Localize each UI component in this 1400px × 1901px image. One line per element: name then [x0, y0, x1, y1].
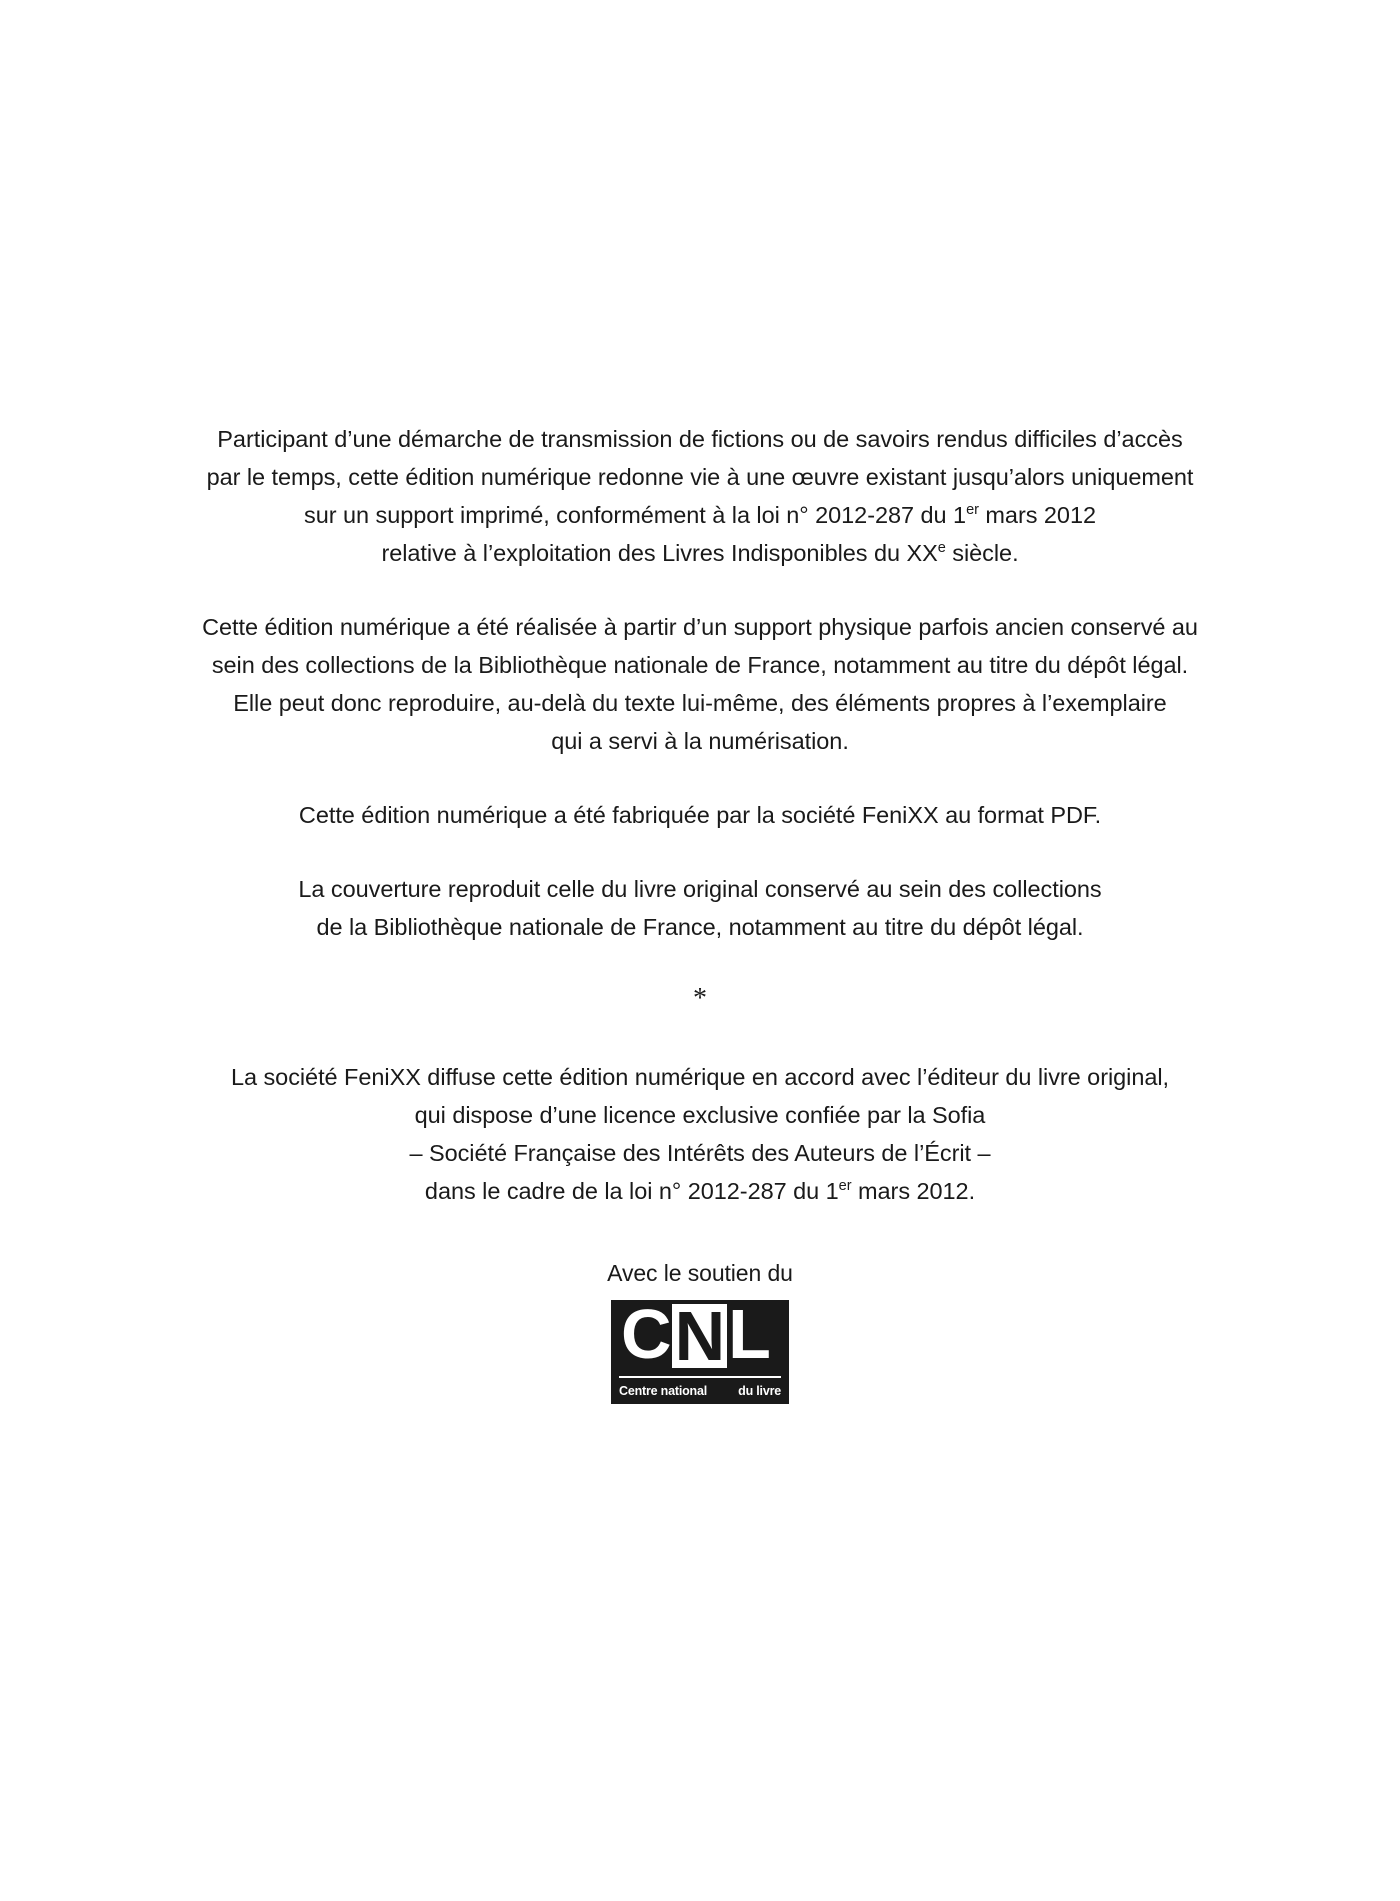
- paragraph-couverture: [110, 870, 1290, 946]
- paragraph-line: qui dispose d’une licence exclusive confiée par la Sofia: [414, 1102, 986, 1128]
- cnl-letter-l: L: [728, 1300, 770, 1372]
- paragraph-transmission: [110, 420, 1290, 572]
- paragraph-line: par le temps, cette édition numérique redonne vie à une œuvre existant jusqu’alors uniquement: [206, 464, 1194, 490]
- line-text: mars 2012.: [851, 1178, 976, 1204]
- paragraph-fabrication: [110, 796, 1290, 834]
- cnl-subtitle-left: Centre national: [619, 1384, 707, 1398]
- cnl-logo-subtitle-inner: [619, 1382, 781, 1400]
- paragraph-line: sein des collections de la Bibliothèque nationale de France, notamment au titre du dépôt légal.: [211, 652, 1189, 678]
- section-separator: *: [693, 983, 707, 1014]
- paragraph-diffusion: [110, 1058, 1290, 1210]
- paragraph-line: [110, 496, 1290, 534]
- superscript-ordinal: e: [937, 540, 946, 557]
- support-label: Avec le soutien du: [607, 1260, 793, 1286]
- cnl-letter-n: N: [672, 1304, 728, 1368]
- paragraph-line: La couverture reproduit celle du livre original conservé au sein des collections: [298, 876, 1102, 902]
- line-text: dans le cadre de la loi n° 2012-287 du 1: [424, 1178, 839, 1204]
- cnl-logo-letters: [621, 1300, 770, 1372]
- paragraph-line: de la Bibliothèque nationale de France, notamment au titre du dépôt légal.: [316, 914, 1084, 940]
- paragraph-line: – Société Française des Intérêts des Auteurs de l’Écrit –: [409, 1140, 991, 1166]
- paragraph-line: La société FeniXX diffuse cette édition numérique en accord avec l’éditeur du livre original,: [230, 1064, 1170, 1090]
- cnl-logo: [611, 1300, 789, 1404]
- paragraph-line: [110, 1172, 1290, 1210]
- paragraph-line: [110, 534, 1290, 572]
- paragraph-support-physique: [110, 608, 1290, 760]
- cnl-logo-subtitle-bar: [611, 1378, 789, 1404]
- cnl-letter-c: C: [621, 1300, 671, 1372]
- paragraph-line: Cette édition numérique a été fabriquée par la société FeniXX au format PDF.: [298, 802, 1102, 828]
- paragraph-line: Cette édition numérique a été réalisée à partir d’un support physique parfois ancien conservé au: [202, 614, 1198, 640]
- superscript-ordinal: er: [966, 502, 979, 519]
- line-text: siècle.: [945, 540, 1019, 566]
- cnl-logo-letters-area: [611, 1300, 789, 1372]
- paragraph-line: qui a servi à la numérisation.: [551, 728, 849, 754]
- superscript-ordinal: er: [838, 1178, 852, 1195]
- support-section: [110, 1258, 1290, 1409]
- document-content: [0, 420, 1400, 1409]
- paragraph-line: Participant d’une démarche de transmission de fictions ou de savoirs rendus difficiles d’accès: [217, 426, 1183, 452]
- paragraph-line: Elle peut donc reproduire, au-delà du texte lui-même, des éléments propres à l’exemplaire: [233, 690, 1167, 716]
- line-text: relative à l’exploitation des Livres Indisponibles du XX: [381, 540, 938, 566]
- cnl-subtitle-right: du livre: [738, 1384, 781, 1398]
- line-text: sur un support imprimé, conformément à la loi n° 2012-287 du 1: [304, 502, 967, 528]
- line-text: mars 2012: [978, 502, 1096, 528]
